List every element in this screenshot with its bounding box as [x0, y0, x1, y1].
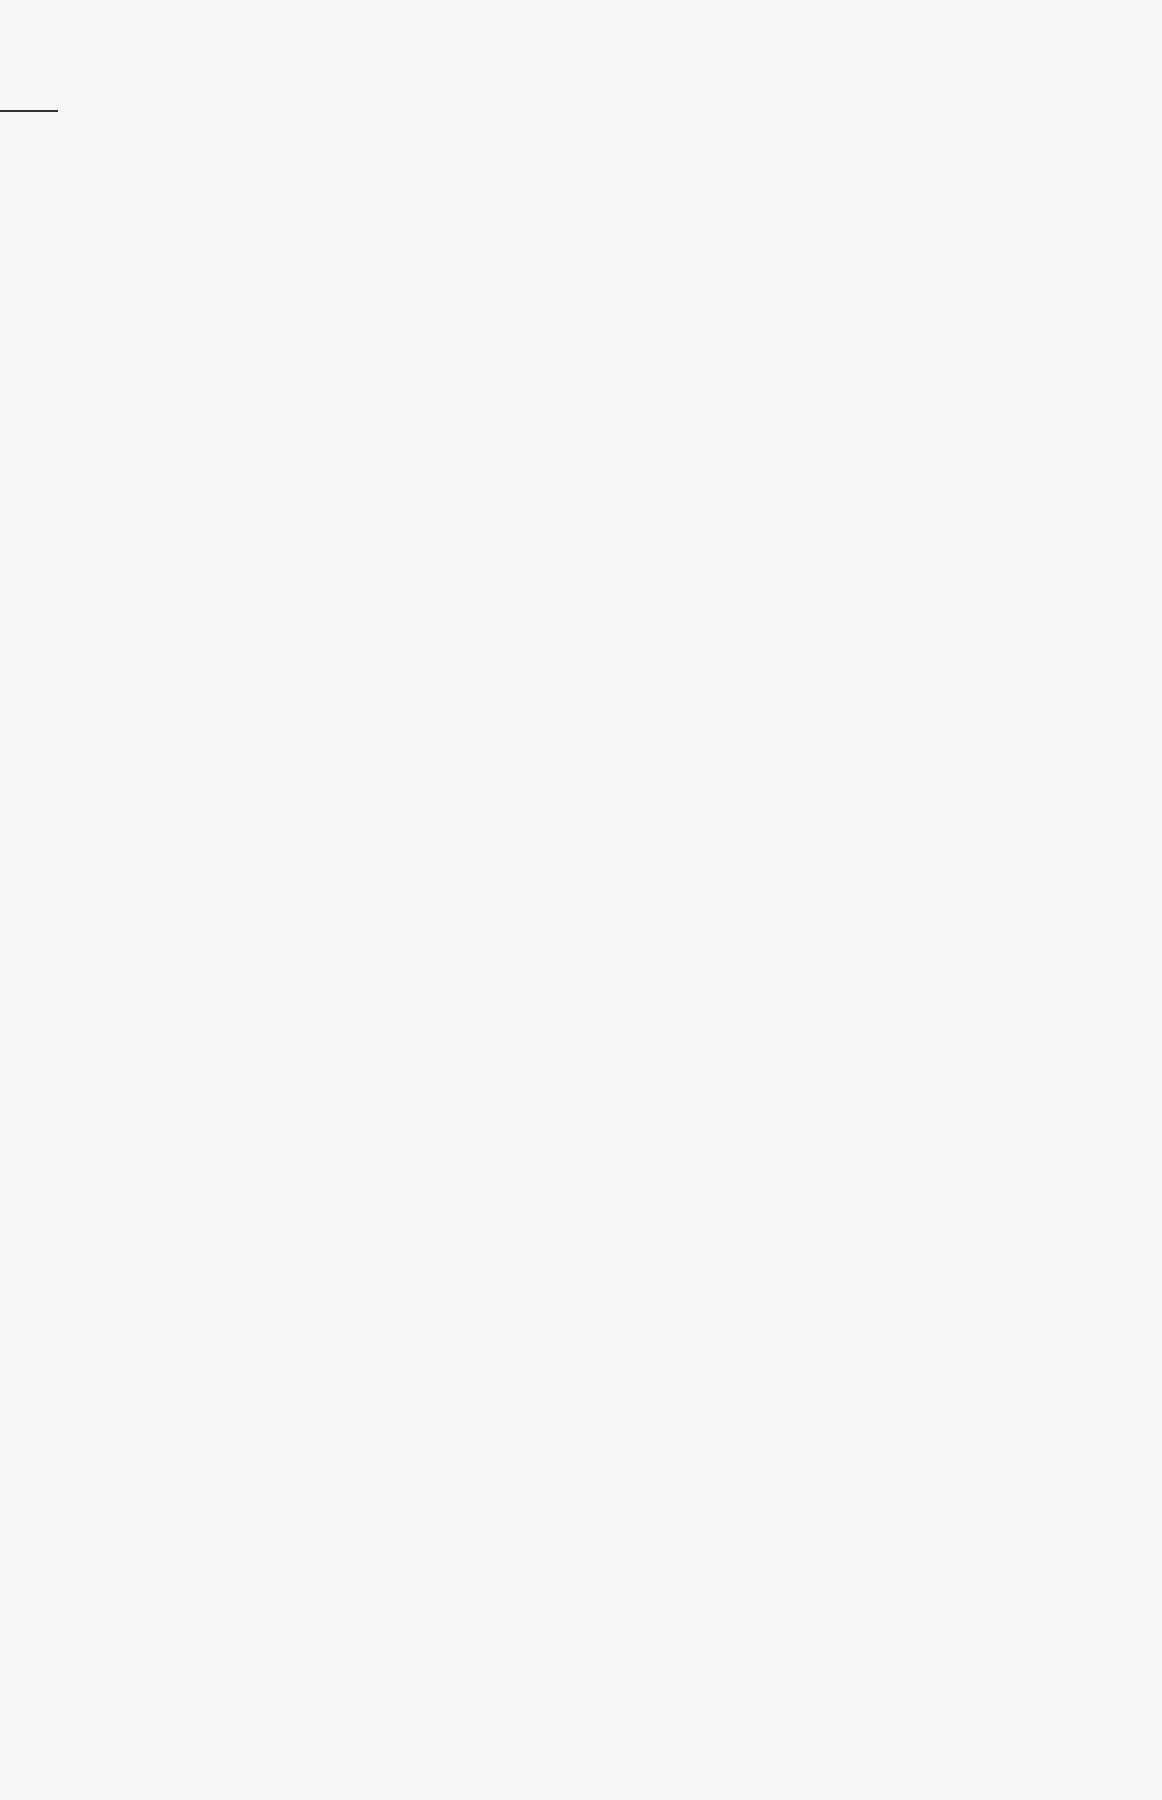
table-of-contents	[300, 146, 1020, 186]
page-edge-mark	[0, 110, 58, 112]
